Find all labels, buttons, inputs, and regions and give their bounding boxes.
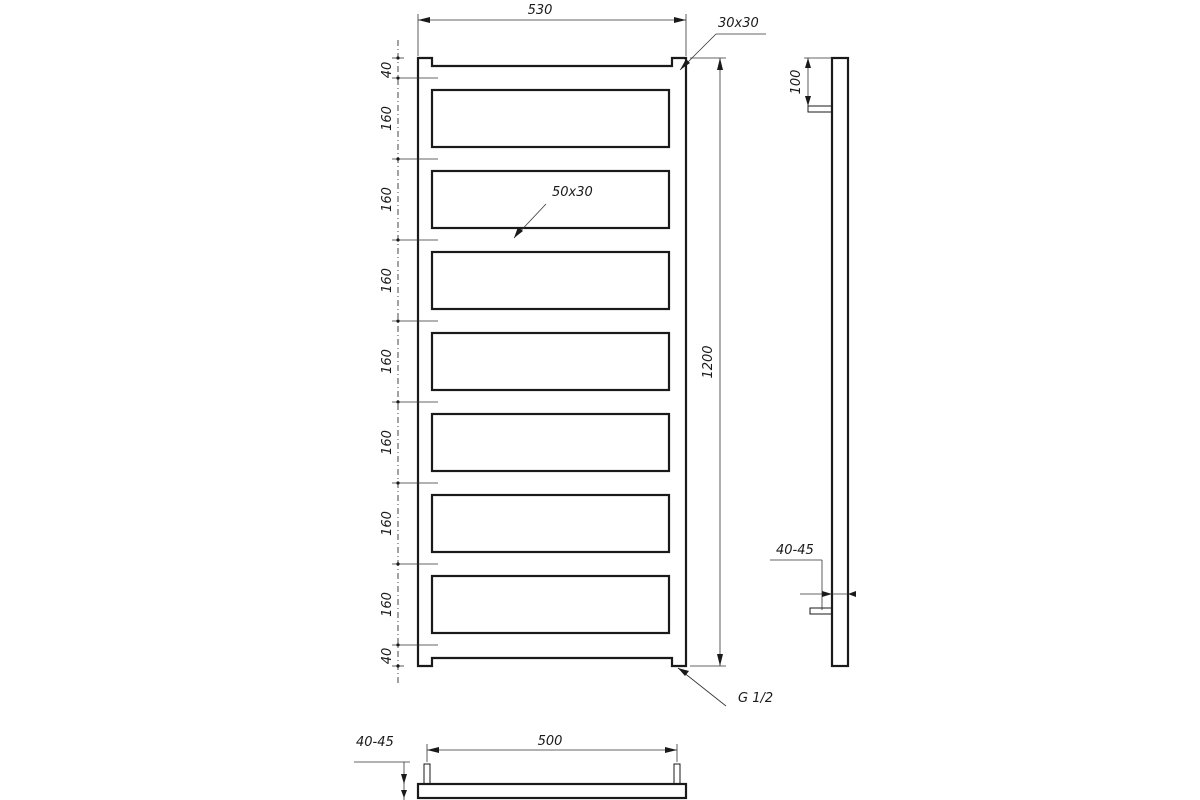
pitch-label: 160: [380, 430, 395, 455]
bottom-gap-label: 40: [380, 647, 395, 665]
centers-label: 500: [537, 734, 563, 749]
pitch-labels: [380, 106, 395, 617]
pitch-tick-mark: [396, 664, 399, 667]
rung-7: [432, 576, 669, 633]
frame-outline: [418, 58, 686, 666]
pitch-label: 160: [380, 511, 395, 536]
bottom-bracket: [810, 608, 832, 614]
pitch-dimension-chain: [380, 40, 438, 684]
side-profile: [832, 58, 848, 666]
pitch-label: 160: [380, 592, 395, 617]
bottom-profile: [418, 784, 686, 798]
bar-profile-leader: [514, 185, 593, 238]
pitch-label: 160: [380, 187, 395, 212]
top-gap-label: 40: [380, 61, 395, 79]
bottom-view: [354, 734, 686, 800]
bar-profile-label: 50x30: [552, 185, 593, 200]
rungs-group: [432, 90, 669, 633]
pitch-tick-mark: [396, 319, 399, 322]
pitch-tick-mark: [396, 400, 399, 403]
rung-5: [432, 414, 669, 471]
pitch-tick-mark: [396, 56, 399, 59]
side-offset-label: 40-45: [776, 543, 814, 558]
pitch-tick-mark: [396, 238, 399, 241]
left-connector: [424, 764, 430, 784]
bracket-label: 100: [789, 69, 804, 95]
connection-leader: [678, 668, 773, 706]
height-label: 1200: [701, 345, 716, 379]
side-view: [770, 58, 856, 666]
pitch-tick-mark: [396, 643, 399, 646]
pitch-tick-mark: [396, 157, 399, 160]
profile-leader: [680, 16, 766, 70]
right-connector: [674, 764, 680, 784]
pitch-tick-mark: [396, 481, 399, 484]
pitch-label: 160: [380, 268, 395, 293]
width-label: 530: [527, 3, 553, 18]
rung-1: [432, 90, 669, 147]
rung-2: [432, 171, 669, 228]
top-bracket: [808, 106, 832, 112]
rung-6: [432, 495, 669, 552]
rung-4: [432, 333, 669, 390]
bottom-offset-label: 40-45: [356, 735, 394, 750]
pitch-tick-mark: [396, 562, 399, 565]
connection-label: G 1/2: [738, 691, 774, 706]
rung-3: [432, 252, 669, 309]
front-view: [380, 3, 773, 706]
pitch-tick-mark: [396, 76, 399, 79]
profile-label: 30x30: [718, 16, 759, 31]
pitch-label: 160: [380, 349, 395, 374]
height-dimension: [690, 58, 726, 666]
pitch-label: 160: [380, 106, 395, 131]
width-dimension: [418, 3, 686, 56]
